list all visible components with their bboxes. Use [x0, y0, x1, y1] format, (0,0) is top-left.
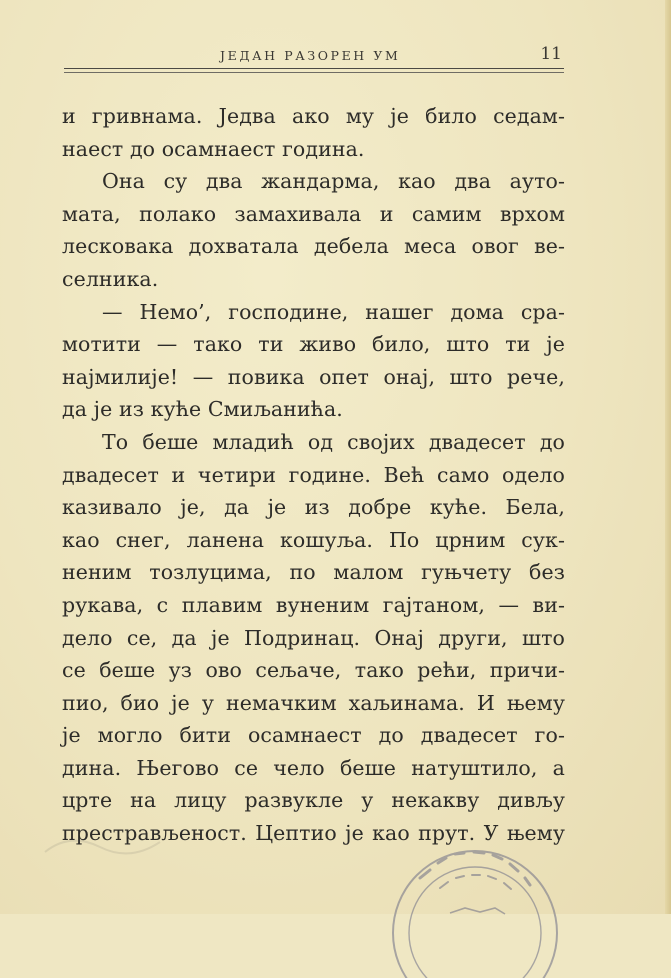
header-rule-thin	[64, 72, 564, 73]
text-line: лесковака дохватала дебела меса овог ве-	[62, 234, 565, 259]
text-line: Она су два жандарма, као два ауто-	[102, 169, 565, 194]
faded-ink-mark-icon	[40, 822, 170, 862]
library-stamp-icon	[380, 838, 570, 978]
text-line: мотити — тако ти живо било, што ти је	[62, 332, 565, 357]
text-line: — Немо’, господине, нашег дома сра-	[102, 299, 565, 324]
page-header	[64, 44, 564, 70]
text-line: престрављеност. Цептио је као прут. У њему	[62, 821, 565, 846]
text-line: двадесет и четири године. Већ само одело	[62, 462, 565, 487]
text-line: наест до осамнаест година.	[62, 136, 365, 161]
text-line: да је из куће Смиљанића.	[62, 397, 343, 422]
page-edge	[665, 0, 671, 914]
text-line: селника.	[62, 266, 159, 291]
text-line: је могло бити осамнаест до двадесет го-	[62, 723, 565, 748]
text-line: мата, полако замахивала и самим врхом	[62, 201, 565, 226]
text-line: као снег, ланена кошуља. По црним сук-	[62, 527, 565, 552]
text-line: То беше младић од својих двадесет до	[102, 429, 565, 454]
text-line: пио, био је у немачким хаљинама. И њему	[62, 690, 565, 715]
text-line: се беше уз ово сељаче, тако рећи, причи-	[62, 658, 565, 683]
text-line: црте на лицу развукле у некакву дивљу	[62, 788, 565, 813]
text-line: дело се, да је Подринац. Онај други, што	[62, 625, 565, 650]
running-title: ЈЕДАН РАЗОРЕН УМ	[220, 48, 401, 63]
text-line: казивало је, да је из добре куће. Бела,	[62, 495, 565, 520]
text-line: неним тозлуцима, по малом гуњчету без	[62, 560, 565, 585]
text-line: рукава, с плавим вуненим гајтаном, — ви-	[62, 592, 565, 617]
text-line: најмилије! — повика опет онај, што рече,	[62, 364, 565, 389]
body-text	[62, 100, 565, 850]
text-line: дина. Његово се чело беше натуштило, а	[62, 755, 565, 780]
text-line: и гривнама. Једва ако му је било седам-	[62, 104, 565, 128]
page-number: 11	[540, 44, 562, 64]
header-rule-thick	[64, 68, 564, 69]
